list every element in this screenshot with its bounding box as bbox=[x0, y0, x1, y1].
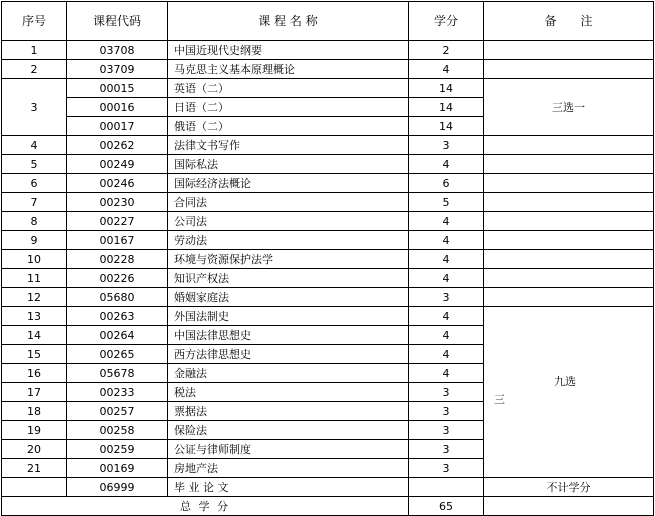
total-label: 总 学 分 bbox=[2, 497, 409, 516]
row-code: 05678 bbox=[67, 364, 168, 383]
row-credit: 2 bbox=[409, 41, 484, 60]
row-seq: 15 bbox=[2, 345, 67, 364]
row-code: 00016 bbox=[67, 98, 168, 117]
thesis-row bbox=[2, 478, 654, 497]
row-code: 00265 bbox=[67, 345, 168, 364]
row-remark bbox=[484, 250, 654, 269]
header-seq: 序号 bbox=[2, 2, 67, 41]
table-row bbox=[2, 41, 654, 60]
table-row bbox=[2, 288, 654, 307]
header-credit: 学分 bbox=[409, 2, 484, 41]
remark-nine-left: 三 bbox=[494, 393, 505, 406]
row-seq: 13 bbox=[2, 307, 67, 326]
row-code: 00257 bbox=[67, 402, 168, 421]
remark-nine-center: 九选 bbox=[554, 375, 576, 388]
table-row bbox=[2, 269, 654, 288]
row-credit: 14 bbox=[409, 79, 484, 98]
row-seq: 10 bbox=[2, 250, 67, 269]
row-code: 00017 bbox=[67, 117, 168, 136]
thesis-code: 06999 bbox=[67, 478, 168, 497]
header-code: 课程代码 bbox=[67, 2, 168, 41]
row-code: 00246 bbox=[67, 174, 168, 193]
row-seq: 2 bbox=[2, 60, 67, 79]
course-table bbox=[1, 1, 654, 516]
row-course-name: 金融法 bbox=[168, 364, 409, 383]
row-credit: 3 bbox=[409, 440, 484, 459]
table-row bbox=[2, 155, 654, 174]
row-code: 05680 bbox=[67, 288, 168, 307]
row-credit: 3 bbox=[409, 383, 484, 402]
table-row bbox=[2, 307, 654, 326]
thesis-name: 毕 业 论 文 bbox=[168, 478, 409, 497]
row-credit: 4 bbox=[409, 60, 484, 79]
row-credit: 3 bbox=[409, 402, 484, 421]
row-credit: 5 bbox=[409, 193, 484, 212]
row-seq: 9 bbox=[2, 231, 67, 250]
table-row bbox=[2, 212, 654, 231]
row-credit: 4 bbox=[409, 231, 484, 250]
row-course-name: 房地产法 bbox=[168, 459, 409, 478]
row-course-name: 公司法 bbox=[168, 212, 409, 231]
row-code: 00233 bbox=[67, 383, 168, 402]
row-code: 00230 bbox=[67, 193, 168, 212]
row-credit: 3 bbox=[409, 288, 484, 307]
row-remark bbox=[484, 212, 654, 231]
row-course-name: 公证与律师制度 bbox=[168, 440, 409, 459]
row-seq: 7 bbox=[2, 193, 67, 212]
remark-three-choose-one: 三选一 bbox=[484, 79, 654, 136]
table-row bbox=[2, 193, 654, 212]
row-course-name: 知识产权法 bbox=[168, 269, 409, 288]
row-seq: 17 bbox=[2, 383, 67, 402]
row-code: 00228 bbox=[67, 250, 168, 269]
row-course-name: 税法 bbox=[168, 383, 409, 402]
row-remark bbox=[484, 231, 654, 250]
row-course-name: 国际经济法概论 bbox=[168, 174, 409, 193]
row-remark bbox=[484, 136, 654, 155]
row-credit: 4 bbox=[409, 269, 484, 288]
row-credit: 4 bbox=[409, 212, 484, 231]
row-code: 00227 bbox=[67, 212, 168, 231]
row-seq: 16 bbox=[2, 364, 67, 383]
row-credit: 3 bbox=[409, 136, 484, 155]
row-code: 00249 bbox=[67, 155, 168, 174]
row-seq: 1 bbox=[2, 41, 67, 60]
row-credit: 14 bbox=[409, 98, 484, 117]
row-seq: 4 bbox=[2, 136, 67, 155]
row-credit: 14 bbox=[409, 117, 484, 136]
row-course-name: 合同法 bbox=[168, 193, 409, 212]
row-remark bbox=[484, 41, 654, 60]
row-course-name: 外国法制史 bbox=[168, 307, 409, 326]
row-seq: 5 bbox=[2, 155, 67, 174]
row-course-name: 中国近现代史纲要 bbox=[168, 41, 409, 60]
total-value: 65 bbox=[409, 497, 484, 516]
row-remark bbox=[484, 155, 654, 174]
table-row bbox=[2, 79, 654, 98]
row-code: 00226 bbox=[67, 269, 168, 288]
row-seq: 6 bbox=[2, 174, 67, 193]
row-course-name: 马克思主义基本原理概论 bbox=[168, 60, 409, 79]
row-seq: 20 bbox=[2, 440, 67, 459]
remark-nine-group bbox=[484, 307, 654, 478]
row-code: 00259 bbox=[67, 440, 168, 459]
row-credit: 4 bbox=[409, 307, 484, 326]
total-row bbox=[2, 497, 654, 516]
row-code: 00264 bbox=[67, 326, 168, 345]
row-seq: 11 bbox=[2, 269, 67, 288]
row-course-name: 婚姻家庭法 bbox=[168, 288, 409, 307]
row-credit: 4 bbox=[409, 345, 484, 364]
row-code: 00015 bbox=[67, 79, 168, 98]
row-credit: 4 bbox=[409, 250, 484, 269]
header-row bbox=[2, 2, 654, 41]
table-row bbox=[2, 136, 654, 155]
row-course-name: 中国法律思想史 bbox=[168, 326, 409, 345]
row-seq: 18 bbox=[2, 402, 67, 421]
thesis-credit bbox=[409, 478, 484, 497]
row-seq: 19 bbox=[2, 421, 67, 440]
table-row bbox=[2, 250, 654, 269]
row-remark bbox=[484, 288, 654, 307]
table-row bbox=[2, 174, 654, 193]
row-course-name: 票据法 bbox=[168, 402, 409, 421]
table-row bbox=[2, 60, 654, 79]
row-code: 00258 bbox=[67, 421, 168, 440]
header-remark: 备 注 bbox=[484, 2, 654, 41]
row-seq: 14 bbox=[2, 326, 67, 345]
row-course-name: 日语（二） bbox=[168, 98, 409, 117]
row-course-name: 国际私法 bbox=[168, 155, 409, 174]
row-remark bbox=[484, 174, 654, 193]
row-credit: 4 bbox=[409, 155, 484, 174]
row-course-name: 劳动法 bbox=[168, 231, 409, 250]
row-course-name: 英语（二） bbox=[168, 79, 409, 98]
row-seq: 21 bbox=[2, 459, 67, 478]
row-code: 00169 bbox=[67, 459, 168, 478]
row-credit: 3 bbox=[409, 459, 484, 478]
total-remark bbox=[484, 497, 654, 516]
row-seq: 3 bbox=[2, 79, 67, 136]
thesis-remark: 不计学分 bbox=[484, 478, 654, 497]
remark-nine-wrap bbox=[484, 307, 653, 477]
row-credit: 4 bbox=[409, 364, 484, 383]
row-remark bbox=[484, 269, 654, 288]
row-code: 00263 bbox=[67, 307, 168, 326]
row-remark bbox=[484, 193, 654, 212]
row-seq: 8 bbox=[2, 212, 67, 231]
row-code: 03709 bbox=[67, 60, 168, 79]
row-credit: 6 bbox=[409, 174, 484, 193]
row-course-name: 西方法律思想史 bbox=[168, 345, 409, 364]
row-code: 00262 bbox=[67, 136, 168, 155]
row-course-name: 保险法 bbox=[168, 421, 409, 440]
row-code: 03708 bbox=[67, 41, 168, 60]
row-credit: 3 bbox=[409, 421, 484, 440]
row-course-name: 俄语（二） bbox=[168, 117, 409, 136]
row-course-name: 法律文书写作 bbox=[168, 136, 409, 155]
row-credit: 4 bbox=[409, 326, 484, 345]
table-row bbox=[2, 231, 654, 250]
row-code: 00167 bbox=[67, 231, 168, 250]
header-name: 课 程 名 称 bbox=[168, 2, 409, 41]
row-course-name: 环境与资源保护法学 bbox=[168, 250, 409, 269]
thesis-seq bbox=[2, 478, 67, 497]
row-remark bbox=[484, 60, 654, 79]
row-seq: 12 bbox=[2, 288, 67, 307]
